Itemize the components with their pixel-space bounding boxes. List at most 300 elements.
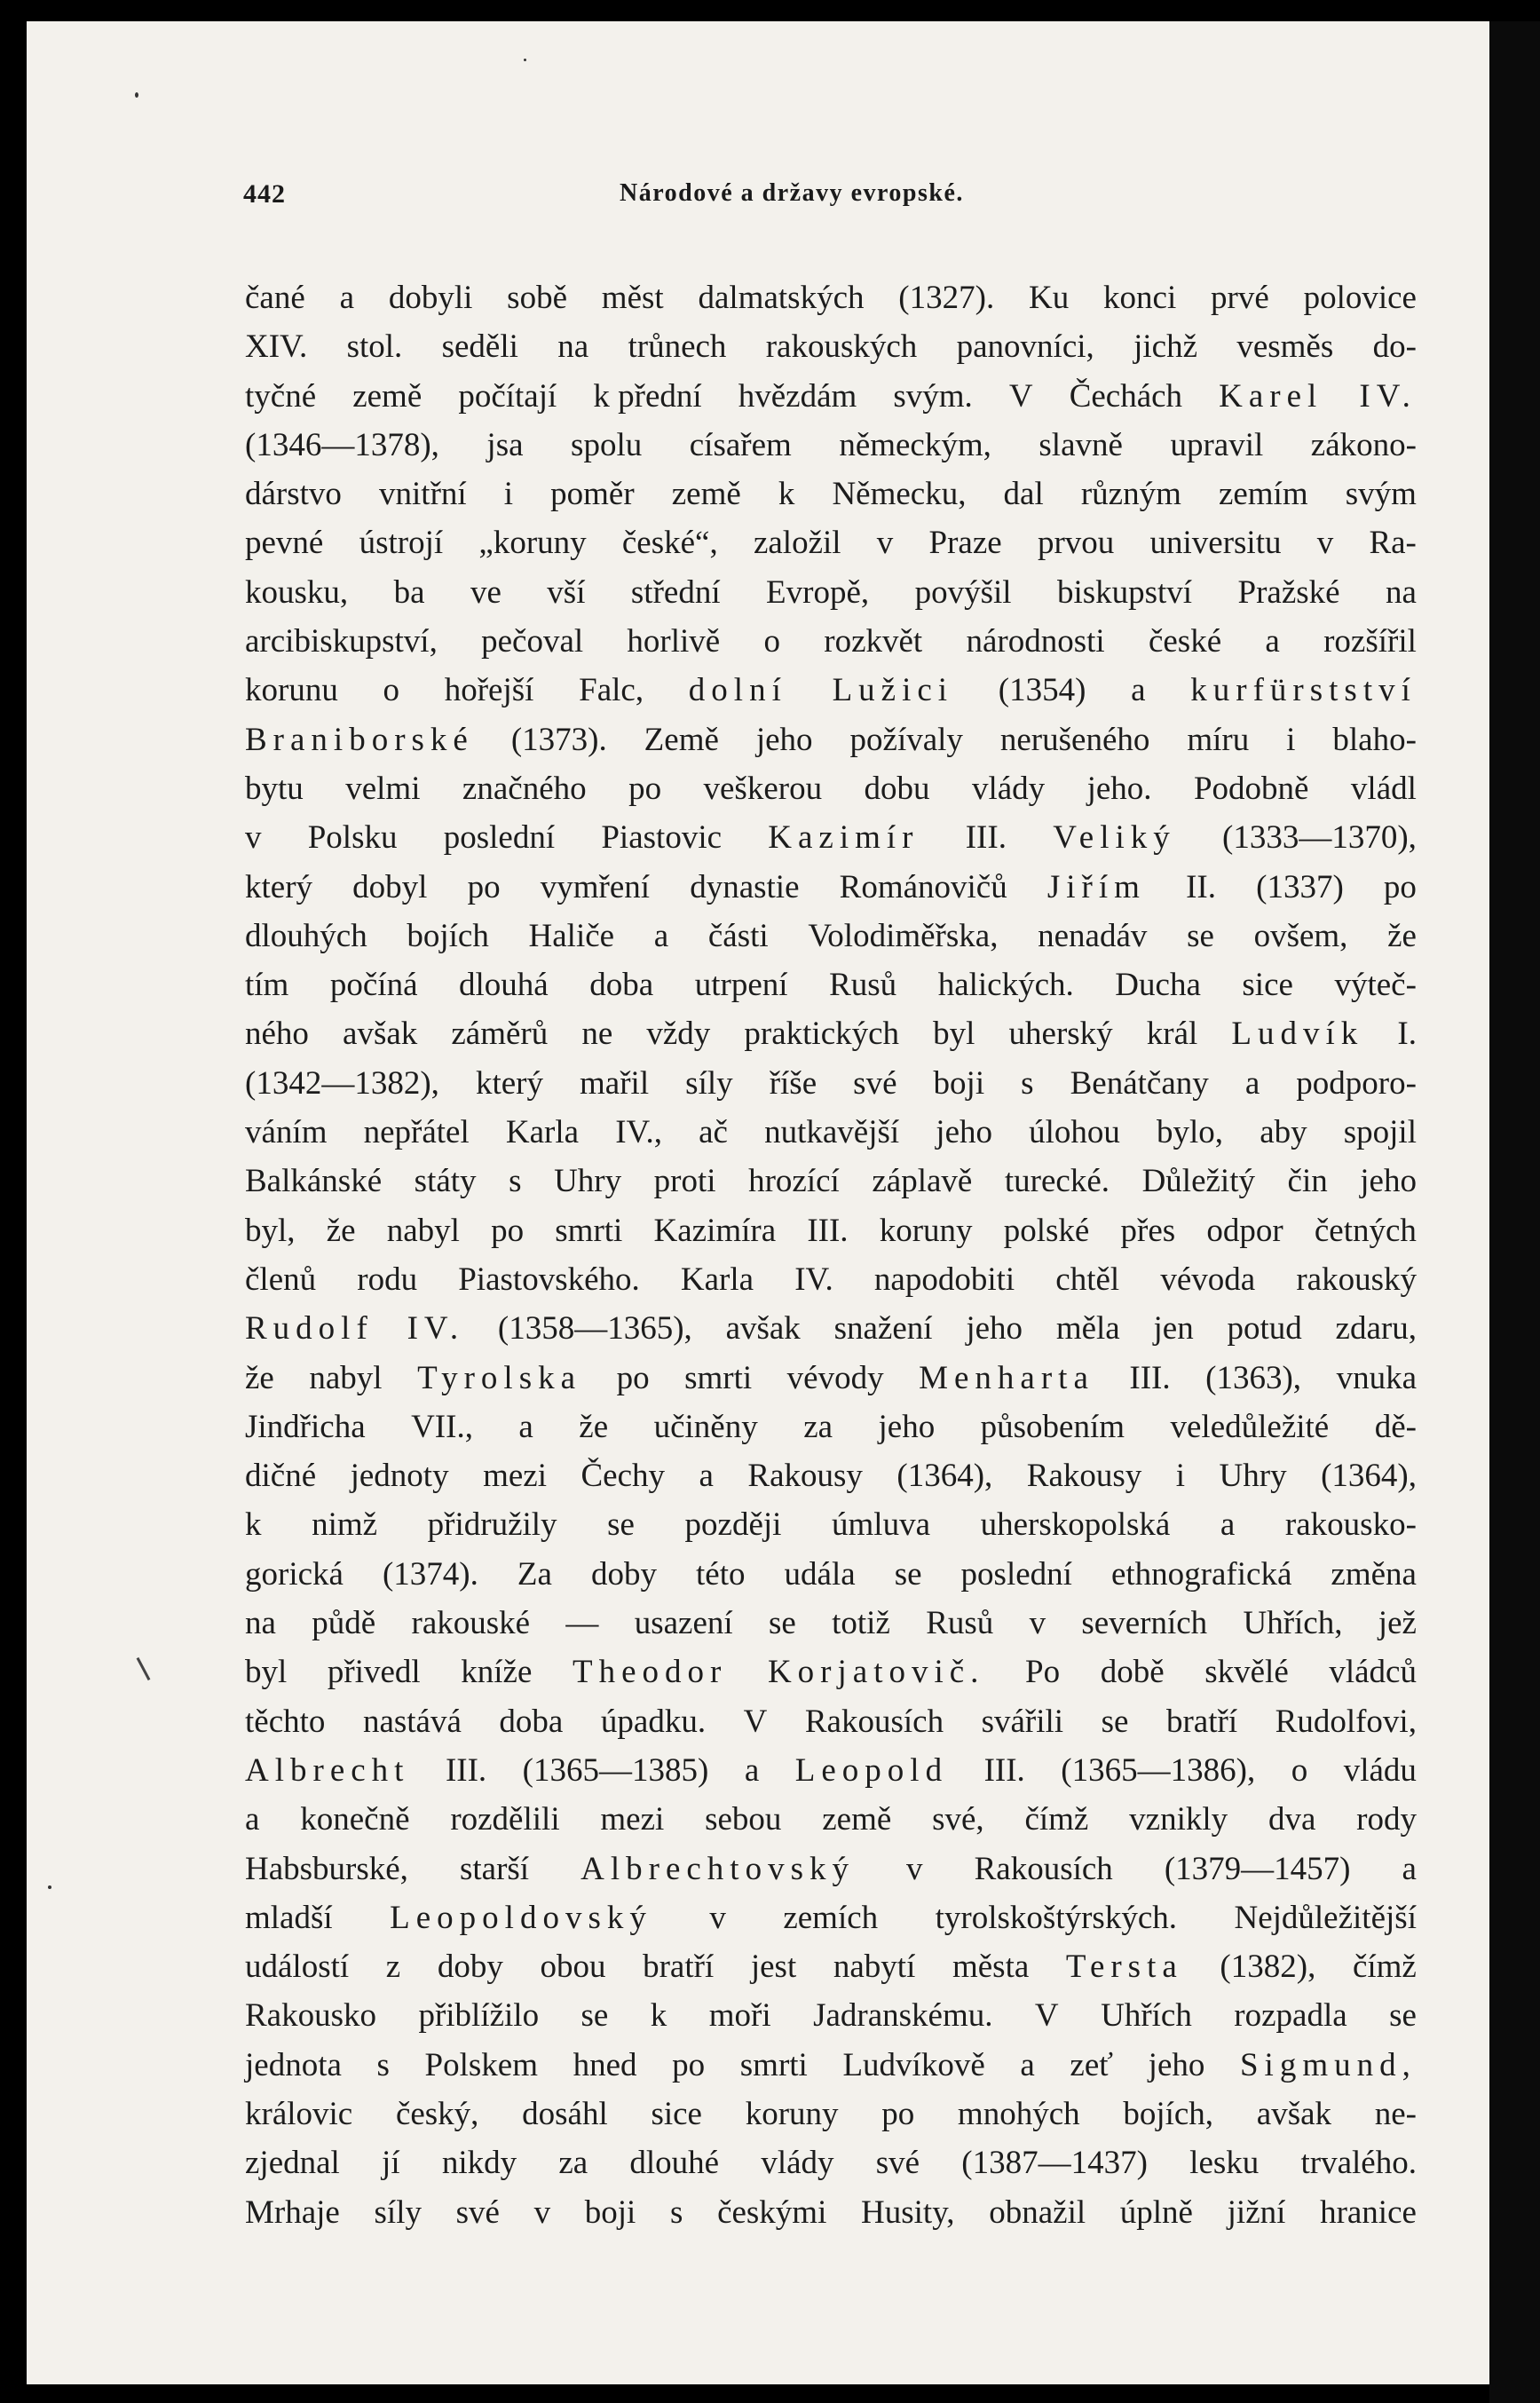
word: blaho-: [1332, 721, 1417, 758]
word: boji: [933, 1064, 985, 1102]
word: a: [1020, 2046, 1035, 2083]
word: Tyrolska: [417, 1359, 582, 1396]
word: k: [245, 1506, 262, 1544]
word: dosáhl: [522, 2095, 608, 2132]
word: rakousko-: [1284, 1506, 1417, 1544]
word: avšak: [1256, 2095, 1332, 2132]
word: města: [952, 1948, 1030, 1986]
word: vší: [547, 573, 586, 611]
word: ústrojí: [359, 525, 444, 562]
word: své: [875, 2145, 920, 2182]
word: dičné: [245, 1458, 317, 1495]
text-line: [245, 912, 1417, 960]
text-line: [245, 1942, 1417, 1991]
word: po: [881, 2095, 915, 2132]
word: jichž: [1133, 328, 1197, 366]
text-line: [245, 666, 1417, 715]
word: a: [518, 1408, 533, 1445]
word: že: [326, 1212, 356, 1249]
text-line: [245, 715, 1417, 764]
word: rozšířil: [1323, 623, 1417, 660]
word: veškerou: [703, 770, 823, 807]
word: Rusů: [926, 1605, 994, 1642]
word: bytu: [245, 770, 304, 807]
word: bratří: [643, 1948, 715, 1986]
word: pevné: [245, 525, 324, 562]
word: trvalého.: [1300, 2145, 1417, 2182]
word: který: [245, 868, 313, 905]
word: jižní: [1227, 2194, 1286, 2231]
word: nutkavější: [764, 1114, 900, 1151]
word: že: [1387, 917, 1417, 954]
word: rozpadla: [1234, 1997, 1347, 2035]
word: boji: [584, 2194, 636, 2231]
word: úlohou: [1029, 1114, 1120, 1151]
word: lesku: [1189, 2145, 1260, 2182]
word: Rakousích: [974, 1850, 1113, 1887]
word: v: [1316, 525, 1334, 562]
word: vždy: [646, 1016, 711, 1053]
word: Sigmund,: [1239, 2046, 1417, 2083]
word: halických.: [937, 967, 1074, 1004]
word: Veliký: [1053, 819, 1176, 857]
word: Polskem: [424, 2046, 538, 2083]
word: velmi: [345, 770, 421, 807]
text-line: [245, 863, 1417, 912]
word: i: [1175, 1458, 1186, 1495]
text-line: [245, 470, 1417, 518]
word: hvězdám: [738, 377, 857, 415]
margin-mark: [137, 1657, 151, 1680]
word: svým: [1345, 476, 1417, 513]
word: nepřátel: [363, 1114, 470, 1151]
word: že: [245, 1359, 274, 1396]
word: bratří: [1165, 1703, 1238, 1740]
word: záměrů: [451, 1016, 549, 1053]
word: „koruny: [478, 525, 587, 562]
word: Ku: [1029, 280, 1070, 316]
word: členů: [245, 1261, 317, 1298]
word: Piastovského.: [458, 1261, 640, 1298]
word: nimž: [312, 1506, 378, 1544]
word: prvou: [1037, 525, 1115, 562]
text-line: [245, 1206, 1417, 1255]
word: ného: [245, 1016, 309, 1053]
word: s: [670, 2194, 683, 2231]
text-line: [245, 421, 1417, 470]
word: jsa: [486, 426, 524, 463]
word: bojích,: [1123, 2095, 1214, 2132]
word: královic: [245, 2095, 353, 2132]
word: mařil: [580, 1064, 650, 1102]
word: mnohých: [957, 2095, 1080, 2132]
word: dlouhé: [629, 2145, 720, 2182]
word: prvé: [1211, 280, 1269, 316]
word: bylo,: [1157, 1114, 1224, 1151]
word: jen: [1153, 1310, 1194, 1348]
word: Čechách: [1069, 377, 1183, 415]
word: této: [696, 1555, 746, 1593]
word: se: [580, 1997, 609, 2035]
word: v: [709, 1899, 726, 1936]
word: V: [743, 1703, 768, 1740]
word: zdaru,: [1335, 1310, 1417, 1348]
word: Balkánské: [245, 1163, 383, 1200]
word: V: [1008, 377, 1033, 415]
word: a: [744, 1751, 760, 1789]
word: Leopoldovský: [390, 1899, 652, 1936]
word: poslední: [960, 1555, 1072, 1593]
text-line: [245, 1697, 1417, 1746]
word: Kazimíra: [653, 1212, 777, 1249]
word: říše: [769, 1064, 817, 1102]
word: i: [1286, 721, 1296, 758]
word: Ludvík: [1231, 1016, 1364, 1053]
word: utrpení: [694, 967, 788, 1004]
word: čímž: [1352, 1948, 1417, 1986]
word: kousku,: [245, 573, 349, 611]
word: Německu,: [832, 476, 967, 513]
word: Albrechtovský: [580, 1850, 855, 1887]
word: (1327).: [898, 280, 995, 316]
word: vlády: [971, 770, 1046, 807]
word: do-: [1372, 328, 1417, 366]
word: horlivě: [627, 623, 721, 660]
word: starší: [459, 1850, 530, 1887]
word: seděli: [441, 328, 518, 366]
word: odpor: [1206, 1212, 1283, 1249]
word: turecké.: [1004, 1163, 1110, 1200]
word: (1354): [998, 672, 1086, 709]
word: Praze: [928, 525, 1002, 562]
word: země: [822, 1801, 892, 1838]
word: v: [876, 525, 894, 562]
word: vévoda: [1160, 1261, 1256, 1298]
word: český,: [395, 2095, 479, 2132]
word: Menharta: [919, 1359, 1094, 1396]
word: severních: [1081, 1605, 1208, 1642]
text-line: [245, 1403, 1417, 1451]
word: na: [245, 1605, 276, 1642]
word: ne-: [1374, 2095, 1417, 2132]
word: vládu: [1343, 1751, 1417, 1789]
word: Rakousko: [245, 1997, 376, 2035]
word: za: [803, 1408, 833, 1445]
word: jednota: [245, 2046, 342, 2083]
word: (1363),: [1205, 1359, 1302, 1396]
word: době: [1100, 1654, 1165, 1691]
word: v: [906, 1850, 923, 1887]
ink-speck: [48, 1885, 51, 1889]
text-line: [245, 2041, 1417, 2090]
word: —: [565, 1605, 599, 1642]
word: universitu: [1149, 525, 1282, 562]
word: zákono-: [1310, 426, 1417, 463]
word: poměr: [550, 476, 635, 513]
word: Theodor: [573, 1654, 728, 1691]
word: doba: [499, 1703, 564, 1740]
word: povýšil: [914, 573, 1012, 611]
word: korunu: [245, 672, 338, 709]
word: vnuka: [1336, 1359, 1417, 1396]
word: těchto: [245, 1703, 326, 1740]
word: (1364),: [1321, 1458, 1417, 1495]
text-line: [245, 2138, 1417, 2187]
word: působením: [980, 1408, 1125, 1445]
page-header: [27, 179, 1489, 224]
word: proti: [653, 1163, 716, 1200]
word: spolu: [571, 426, 643, 463]
word: trůnech: [628, 328, 727, 366]
word: Karel: [1219, 377, 1323, 415]
word: z: [385, 1948, 401, 1986]
text-line: [245, 2188, 1417, 2237]
word: dal: [1003, 476, 1044, 513]
word: úplně: [1119, 2194, 1193, 2231]
body-text: [245, 273, 1417, 2237]
text-line: [245, 568, 1417, 617]
ink-speck: [524, 59, 526, 61]
word: ba: [393, 573, 425, 611]
text-line: [245, 1550, 1417, 1599]
word: s: [376, 2046, 390, 2083]
word: počítají: [458, 377, 557, 415]
word: požívaly: [849, 721, 963, 758]
text-line: [245, 1648, 1417, 1696]
word: a: [1131, 672, 1146, 709]
word: o: [1291, 1751, 1308, 1789]
word: Jadranskému.: [813, 1997, 993, 2035]
word: Lužici: [832, 672, 954, 709]
word: bojích: [407, 917, 489, 954]
text-line: [245, 1304, 1417, 1353]
text-line: [245, 1991, 1417, 2040]
word: Volodiměřska,: [808, 917, 999, 954]
word: panovníci,: [956, 328, 1094, 366]
word: k: [778, 476, 795, 513]
word: Kazimír: [768, 819, 920, 857]
word: čímž: [1024, 1801, 1089, 1838]
word: mladší: [245, 1899, 333, 1936]
word: Uhřích: [1101, 1997, 1192, 2035]
word: jež: [1378, 1605, 1417, 1642]
word: dalmatských: [698, 280, 865, 316]
word: událostí: [245, 1948, 350, 1986]
word: úmluva: [832, 1506, 930, 1544]
word: smrti: [739, 2046, 808, 2083]
word: skvělé: [1204, 1654, 1289, 1691]
word: Po: [1025, 1654, 1061, 1691]
word: poslední: [443, 819, 556, 857]
word: tyčné: [245, 377, 317, 415]
word: (1365—1385): [522, 1751, 709, 1789]
word: III.: [445, 1751, 487, 1789]
text-line: [245, 1451, 1417, 1500]
word: Korjatovič.: [767, 1654, 985, 1691]
text-line: [245, 322, 1417, 371]
word: Leopold: [794, 1751, 949, 1789]
word: i: [503, 476, 514, 513]
word: s: [509, 1163, 522, 1200]
word: jeho: [1360, 1163, 1417, 1200]
word: hned: [573, 2046, 637, 2083]
word: rakouských: [765, 328, 918, 366]
word: Rakousy: [747, 1458, 863, 1495]
word: po: [672, 2046, 706, 2083]
word: rakouský: [1296, 1261, 1417, 1298]
word: a: [245, 1801, 260, 1838]
word: hrozící: [748, 1163, 840, 1200]
word: četných: [1314, 1212, 1417, 1249]
word: dolní: [688, 672, 787, 709]
word: Nejdůležitější: [1234, 1899, 1417, 1936]
word: biskupství: [1056, 573, 1193, 611]
word: Piastovic: [601, 819, 723, 857]
word: aby: [1260, 1114, 1307, 1151]
word: III.: [1129, 1359, 1171, 1396]
word: záplavě: [872, 1163, 973, 1200]
word: chtěl: [1055, 1261, 1120, 1298]
word: po: [491, 1212, 525, 1249]
word: Uhry: [554, 1163, 622, 1200]
word: kurfürstství: [1190, 672, 1417, 709]
word: Čechy: [580, 1458, 665, 1495]
word: a: [1265, 623, 1280, 660]
word: se: [894, 1555, 922, 1593]
word: Haliče: [528, 917, 615, 954]
word: koruny: [879, 1212, 973, 1249]
word: (1333—1370),: [1222, 819, 1417, 857]
word: (1379—1457): [1164, 1850, 1351, 1887]
word: (1346—1378),: [245, 426, 439, 463]
word: Benátčany: [1070, 1064, 1209, 1102]
word: zemím: [1218, 476, 1308, 513]
word: vládl: [1350, 770, 1417, 807]
word: později: [684, 1506, 782, 1544]
word: měla: [1055, 1310, 1120, 1348]
word: změna: [1331, 1555, 1417, 1593]
word: doby: [437, 1948, 503, 1986]
word: veledůležité: [1170, 1408, 1330, 1445]
word: po: [1383, 868, 1417, 905]
text-line: [245, 1746, 1417, 1795]
word: mezi: [600, 1801, 665, 1838]
word: (1373).: [510, 721, 607, 758]
word: koruny: [745, 2095, 839, 2132]
word: ovšem,: [1253, 917, 1348, 954]
word: král: [1146, 1016, 1198, 1053]
word: měst: [601, 280, 664, 316]
word: Albrecht: [245, 1751, 410, 1789]
text-line: [245, 813, 1417, 862]
word: o: [383, 672, 400, 709]
word: byl: [933, 1016, 975, 1053]
word: (1365—1386),: [1061, 1751, 1256, 1789]
word: Rakousích: [804, 1703, 944, 1740]
word: přiblížilo: [418, 1997, 540, 2035]
word: polovice: [1303, 280, 1417, 316]
word: síly: [685, 1064, 733, 1102]
word: a: [653, 917, 669, 954]
word: zemích: [783, 1899, 879, 1936]
word: nabyl: [386, 1212, 460, 1249]
text-line: [245, 1009, 1417, 1058]
word: potud: [1227, 1310, 1302, 1348]
word: nabytí: [833, 1948, 916, 1986]
word: Jindřicha: [245, 1408, 366, 1445]
word: moři: [708, 1997, 771, 2035]
word: spojil: [1343, 1114, 1417, 1151]
word: Mrhaje: [245, 2194, 340, 2231]
word: výteč-: [1334, 967, 1417, 1004]
word: nastává: [362, 1703, 462, 1740]
word: rozdělili: [450, 1801, 560, 1838]
word: dlouhá: [459, 967, 549, 1004]
word: státy: [414, 1163, 477, 1200]
word: arcibiskupství,: [245, 623, 438, 660]
word: vévody: [786, 1359, 884, 1396]
word: Za: [517, 1555, 552, 1593]
word: jeho.: [1086, 770, 1152, 807]
word: a: [339, 280, 355, 316]
word: napodobiti: [873, 1261, 1015, 1298]
ink-speck: [135, 92, 138, 98]
word: přidružily: [427, 1506, 557, 1544]
text-line: [245, 372, 1417, 421]
text-line: [245, 960, 1417, 1009]
word: české“,: [621, 525, 718, 562]
word: českými: [717, 2194, 827, 2231]
word: mezi: [483, 1458, 547, 1495]
word: vlády: [761, 2145, 834, 2182]
word: kníže: [461, 1654, 533, 1691]
word: se: [607, 1506, 635, 1544]
word: k přední: [593, 377, 702, 415]
word: Románovičů: [839, 868, 1007, 905]
word: úpadku.: [600, 1703, 707, 1740]
word: váním: [245, 1114, 328, 1151]
word: Ra-: [1369, 525, 1417, 562]
word: ve: [470, 573, 501, 611]
word: po: [467, 868, 501, 905]
word: sebou: [705, 1801, 782, 1838]
word: dobyli: [388, 280, 473, 316]
word: uherský: [1008, 1016, 1113, 1053]
word: jeho: [755, 721, 813, 758]
word: obnažil: [989, 2194, 1086, 2231]
word: hranice: [1320, 2194, 1417, 2231]
word: dárstvo: [245, 476, 342, 513]
word: uherskopolská: [980, 1506, 1171, 1544]
word: III.: [965, 819, 1007, 857]
word: totiž: [832, 1605, 890, 1642]
word: zjednal: [245, 2145, 340, 2182]
word: doba: [589, 967, 654, 1004]
word: jeho: [966, 1310, 1023, 1348]
word: Polsku: [307, 819, 398, 857]
word: se: [1101, 1703, 1129, 1740]
word: Evropě,: [766, 573, 870, 611]
word: III.: [807, 1212, 849, 1249]
word: Falc,: [579, 672, 644, 709]
word: přivedl: [327, 1654, 421, 1691]
word: svým.: [893, 377, 973, 415]
text-line: [245, 1500, 1417, 1549]
word: gorická: [245, 1555, 344, 1593]
word: usazení: [634, 1605, 733, 1642]
text-line: [245, 1795, 1417, 1844]
word: jednoty: [350, 1458, 449, 1495]
